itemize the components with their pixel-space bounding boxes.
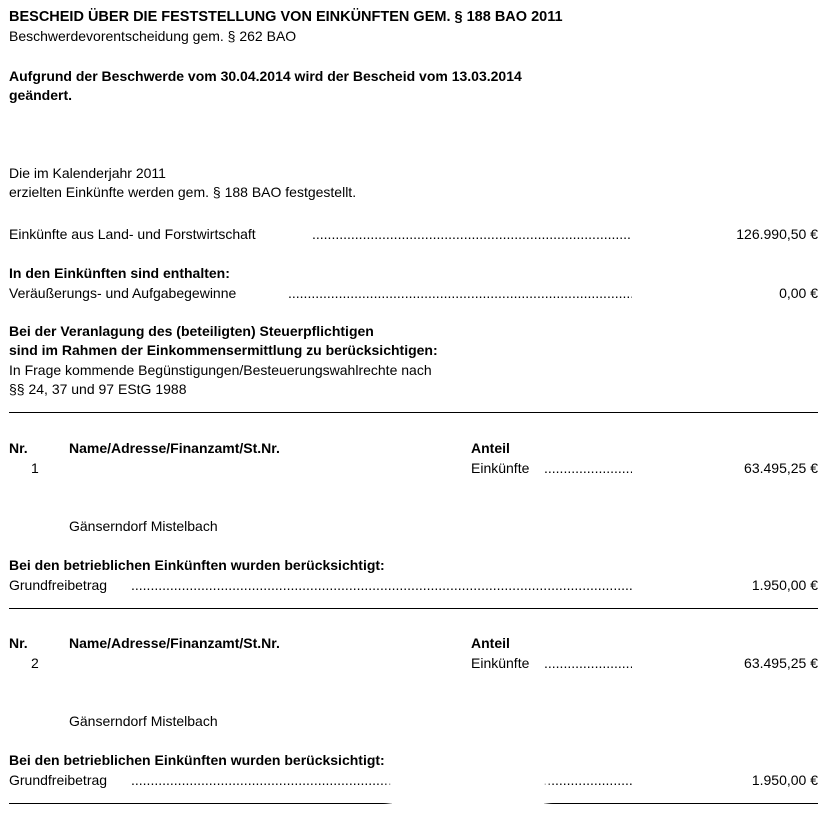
column-header-share: Anteil <box>471 440 510 456</box>
participant-tax-office: Gänserndorf Mistelbach <box>69 518 218 534</box>
allowance-value: 1.950,00 € <box>751 772 818 788</box>
participant-share-label: Einkünfte <box>471 460 530 476</box>
participant-share-leader-dots <box>544 460 632 477</box>
participant-tax-office: Gänserndorf Mistelbach <box>69 713 218 729</box>
participant-share-label: Einkünfte <box>471 655 530 671</box>
divider <box>9 412 818 413</box>
participant-share-leader-dots <box>544 655 632 672</box>
notice-line-1: Aufgrund der Beschwerde vom 30.04.2014 wird der Bescheid vom 13.03.2014 <box>9 68 522 84</box>
income-leader-dots <box>312 226 632 243</box>
participant-share-value: 63.495,25 € <box>744 655 818 671</box>
column-header-nr: Nr. <box>9 440 28 456</box>
column-header-share: Anteil <box>471 635 510 651</box>
intro-line-1: Die im Kalenderjahr 2011 <box>9 165 166 181</box>
included-leader-dots <box>288 285 632 302</box>
assessment-heading-1: Bei der Veranlagung des (beteiligten) Steuerpflichtigen <box>9 323 374 339</box>
allowance-leader-dots <box>131 772 632 789</box>
intro-line-2: erzielten Einkünfte werden gem. § 188 BAO festgestellt. <box>9 184 357 200</box>
participant-nr: 2 <box>31 655 39 671</box>
participant-share-value: 63.495,25 € <box>744 460 818 476</box>
column-header-nr: Nr. <box>9 635 28 651</box>
allowance-leader-dots <box>131 577 632 594</box>
redaction-patch <box>392 772 544 814</box>
document-subtitle: Beschwerdevorentscheidung gem. § 262 BAO <box>9 28 297 44</box>
column-header-name: Name/Adresse/Finanzamt/St.Nr. <box>69 635 280 651</box>
notice-line-2: geändert. <box>9 87 73 103</box>
column-header-name: Name/Adresse/Finanzamt/St.Nr. <box>69 440 280 456</box>
income-label: Einkünfte aus Land- und Forstwirtschaft <box>9 226 256 242</box>
divider <box>9 608 818 609</box>
business-income-heading: Bei den betrieblichen Einkünften wurden berücksichtigt: <box>9 752 385 768</box>
included-heading: In den Einkünften sind enthalten: <box>9 265 230 281</box>
business-income-heading: Bei den betrieblichen Einkünften wurden berücksichtigt: <box>9 557 385 573</box>
allowance-label: Grundfreibetrag <box>9 577 108 593</box>
document-title: BESCHEID ÜBER DIE FESTSTELLUNG VON EINKÜNFTEN GEM. § 188 BAO 2011 <box>9 9 563 25</box>
included-value: 0,00 € <box>779 285 818 301</box>
included-label: Veräußerungs- und Aufgabegewinne <box>9 285 237 301</box>
assessment-heading-2: sind im Rahmen der Einkommensermittlung zu berücksichtigen: <box>9 342 438 358</box>
allowance-label: Grundfreibetrag <box>9 772 108 788</box>
income-value: 126.990,50 € <box>736 226 818 242</box>
participant-nr: 1 <box>31 460 39 476</box>
assessment-text-2: §§ 24, 37 und 97 EStG 1988 <box>9 381 187 397</box>
assessment-text-1: In Frage kommende Begünstigungen/Besteuerungswahlrechte nach <box>9 362 432 378</box>
allowance-value: 1.950,00 € <box>751 577 818 593</box>
